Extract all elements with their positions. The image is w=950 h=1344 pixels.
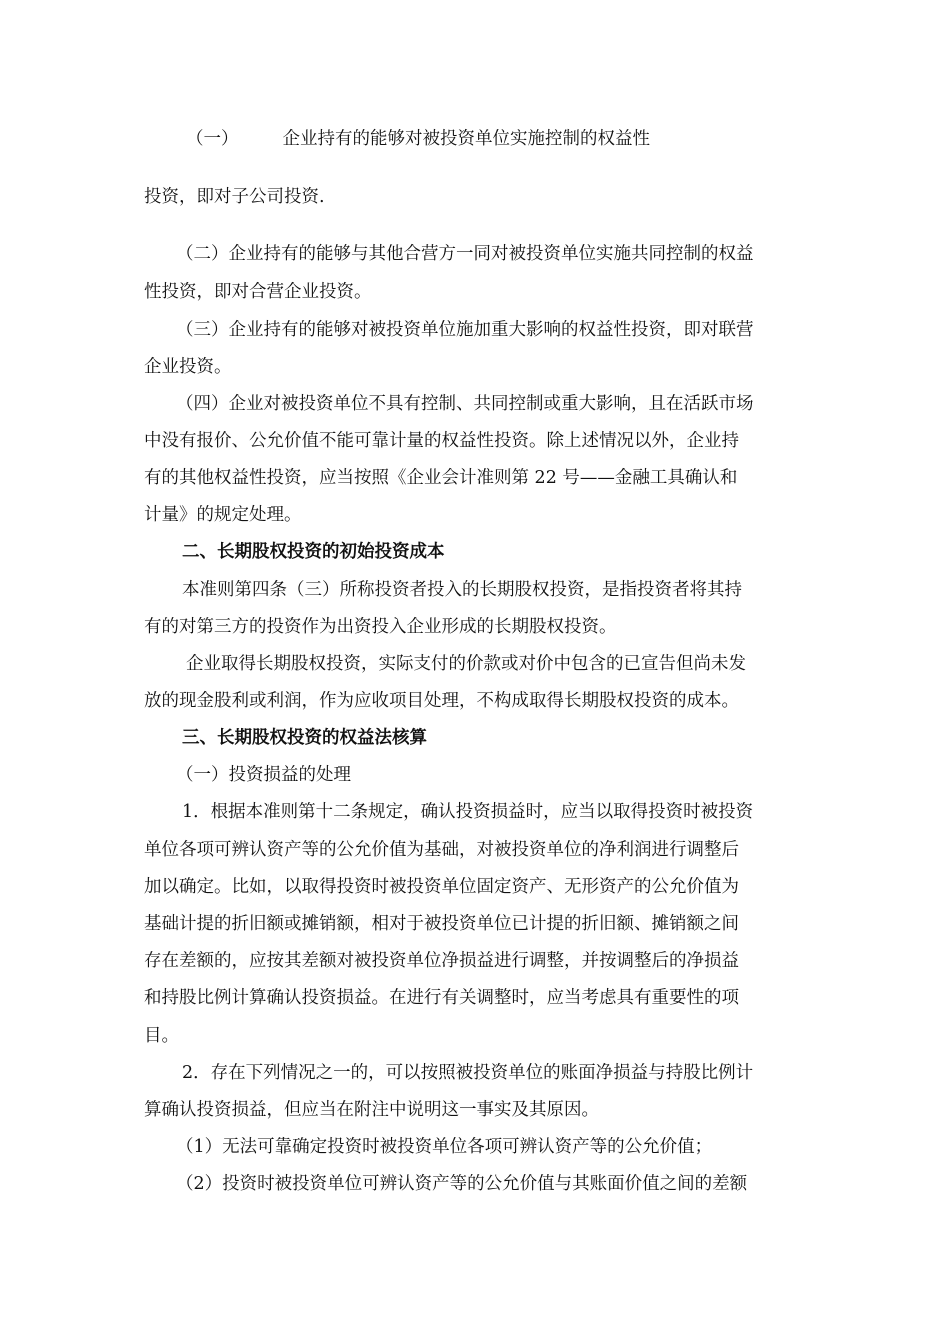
section-heading-3: 三、长期股权投资的权益法核算 [182,728,427,748]
paragraph-8-line-2: 算确认投资损益，但应当在附注中说明这一事实及其原因。 [144,1100,599,1120]
paragraph-7-line-2: 单位各项可辨认资产等的公允价值为基础，对被投资单位的净利润进行调整后 [144,840,739,860]
list-item-1: （1）无法可靠确定投资时被投资单位各项可辨认资产等的公允价值； [176,1137,713,1157]
paragraph-8-line-1: 2．存在下列情况之一的，可以按照被投资单位的账面净损益与持股比例计 [182,1063,754,1083]
paragraph-1-line-2: 投资，即对子公司投资. [144,187,325,207]
list-item-2: （2）投资时被投资单位可辨认资产等的公允价值与其账面价值之间的差额 [176,1174,748,1194]
paragraph-3-line-2: 企业投资。 [144,357,232,377]
paragraph-7-line-6: 和持股比例计算确认投资损益。在进行有关调整时，应当考虑具有重要性的项 [144,988,739,1008]
item-marker: （一） [186,129,239,149]
paragraph-5-line-1: 本准则第四条（三）所称投资者投入的长期股权投资，是指投资者将其持 [182,580,742,600]
section-heading-2: 二、长期股权投资的初始投资成本 [182,542,445,562]
paragraph-6-line-2: 放的现金股利或利润，作为应收项目处理，不构成取得长期股权投资的成本。 [144,691,739,711]
paragraph-4-line-2: 中没有报价、公允价值不能可靠计量的权益性投资。除上述情况以外，企业持 [144,431,739,451]
paragraph-7-line-1: 1．根据本准则第十二条规定，确认投资损益时，应当以取得投资时被投资 [182,802,754,822]
item-text: 企业持有的能够对被投资单位实施控制的权益性 [282,129,650,149]
paragraph-2-line-2: 性投资，即对合营企业投资。 [144,282,372,302]
paragraph-7-line-5: 存在差额的，应按其差额对被投资单位净损益进行调整，并按调整后的净损益 [144,951,739,971]
subheading-1: （一）投资损益的处理 [176,765,351,785]
paragraph-4-line-1: （四）企业对被投资单位不具有控制、共同控制或重大影响，且在活跃市场 [176,394,754,414]
paragraph-2-line-1: （二）企业持有的能够与其他合营方一同对被投资单位实施共同控制的权益 [176,244,754,264]
paragraph-4-line-3: 有的其他权益性投资，应当按照《企业会计准则第 22 号——金融工具确认和 [144,468,738,488]
paragraph-3-line-1: （三）企业持有的能够对被投资单位施加重大影响的权益性投资，即对联营 [176,320,754,340]
paragraph-7-line-4: 基础计提的折旧额或摊销额，相对于被投资单位已计提的折旧额、摊销额之间 [144,914,739,934]
paragraph-1-line-1 [186,128,800,150]
paragraph-6-line-1: 企业取得长期股权投资，实际支付的价款或对价中包含的已宣告但尚未发 [186,654,746,674]
paragraph-7-line-7: 目。 [144,1026,179,1046]
paragraph-5-line-2: 有的对第三方的投资作为出资投入企业形成的长期股权投资。 [144,617,617,637]
paragraph-7-line-3: 加以确定。比如，以取得投资时被投资单位固定资产、无形资产的公允价值为 [144,877,739,897]
paragraph-4-line-4: 计量》的规定处理。 [144,505,302,525]
